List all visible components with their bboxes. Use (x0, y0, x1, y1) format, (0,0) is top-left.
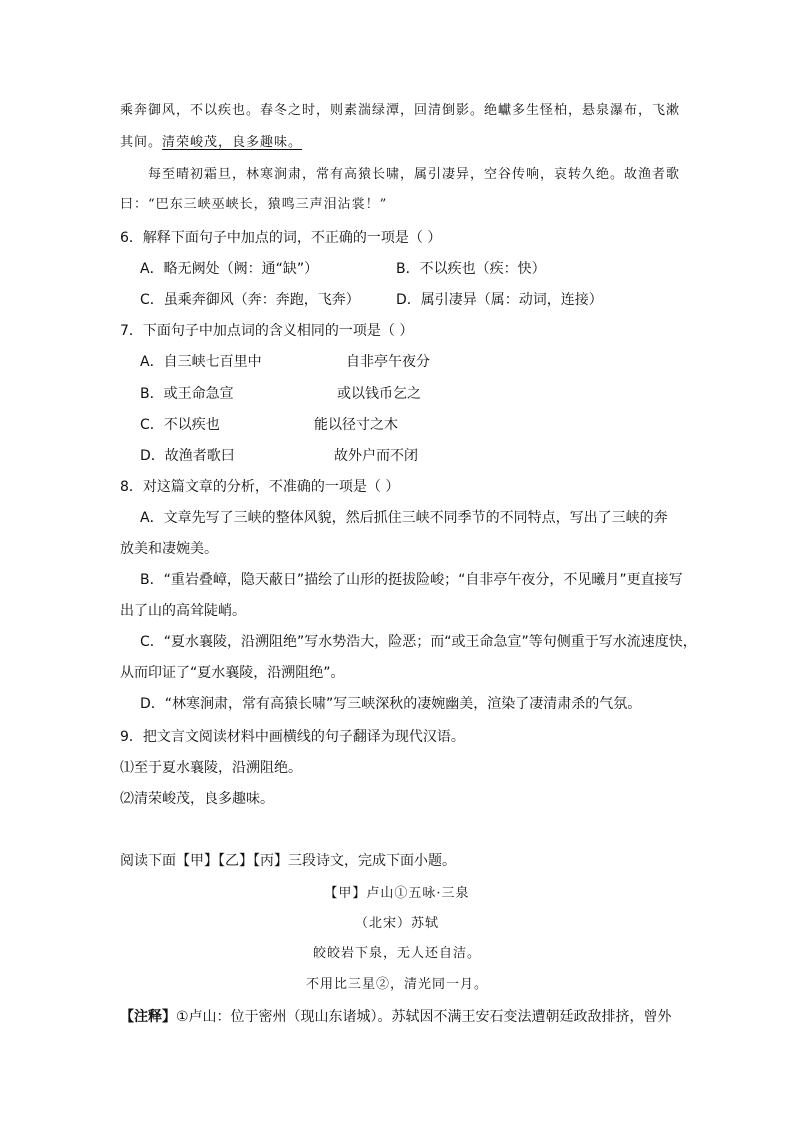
question-7-option-b-left: B．或王命急宣 (140, 386, 234, 402)
question-7-stem: 7．下面句子中加点词的含义相同的一项是（ ） (120, 323, 414, 339)
question-6-option-d: D．属引凄异（属：动词，连接） (396, 292, 603, 308)
question-8-option-c-line-1: C．“夏水襄陵，沿溯阻绝”写水势浩大，险恶；而“或王命急宣”等句侧重于写水流速度快， (140, 634, 697, 650)
question-7-option-c-right: 能以径寸之木 (314, 417, 398, 433)
passage-line-3: 每至晴初霜旦，林寒涧肃，常有高猿长啸，属引凄异，空谷传响，哀转久绝。故渔者歌 (148, 167, 681, 182)
poem-author: （北宋）苏轼 (354, 916, 439, 931)
question-7-option-d-left: D．故渔者歌曰 (140, 448, 235, 464)
poem-verse-1: 皎皎岩下泉，无人还自洁。 (312, 946, 481, 961)
passage-line-2 (120, 133, 302, 153)
question-6-stem: 6．解释下面句子中加点的词，不正确的一项是（ ） (120, 230, 442, 246)
question-7-option-c-left: C．不以疾也 (140, 417, 220, 433)
question-8-stem: 8．对这篇文章的分析，不准确的一项是（ ） (120, 479, 400, 495)
annotation-label: 【注释】 (120, 1009, 176, 1025)
question-6-option-c: C．虽乘奔御风（奔：奔跑，飞奔） (140, 292, 360, 308)
passage-line-1: 乘奔御风，不以疾也。春冬之时，则素湍绿潭，回清倒影。绝巘多生怪柏，悬泉瀑布，飞漱 (120, 103, 681, 118)
question-8-option-c-line-2: 从而印证了“夏水襄陵，沿溯阻绝”。 (120, 665, 345, 681)
question-7-option-a-left: A．自三峡七百里中 (140, 354, 262, 370)
annotation-text: ①卢山：位于密州（现山东诸城）。苏轼因不满王安石变法遭朝廷政敌排挤，曾外 (176, 1009, 672, 1025)
question-9-stem: 9．把文言文阅读材料中画横线的句子翻译为现代汉语。 (120, 729, 465, 745)
question-6-option-a: A．略无阙处（阙：通“缺”） (140, 261, 319, 277)
section-intro: 阅读下面【甲】【乙】【丙】三段诗文，完成下面小题。 (120, 853, 456, 869)
poem-verse-2: 不用比三星②，清光同一月。 (305, 977, 488, 992)
question-9-sentence-2: ⑵清荣峻茂，良多趣味。 (120, 791, 274, 807)
question-8-option-b-line-2: 出了山的高耸陡峭。 (120, 603, 246, 619)
question-7-option-a-right: 自非亭午夜分 (346, 354, 430, 370)
question-7-option-b-right: 或以钱币乞之 (337, 386, 421, 402)
question-8-option-d-line-1: D．“林寒涧肃，常有高猿长啸”写三峡深秋的凄婉幽美，渲染了凄清肃杀的气氛。 (140, 696, 642, 712)
passage-line-4: 曰：“巴东三峡巫峡长，猿鸣三声泪沾裳！” (120, 197, 388, 212)
passage-line-2-plain: 其间。 (120, 135, 163, 150)
question-8-option-a-line-1: A．文章先写了三峡的整体风貌，然后抓住三峡不同季节的不同特点，写出了三峡的奔 (140, 510, 668, 526)
question-9-sentence-1: ⑴至于夏水襄陵，沿溯阻绝。 (120, 760, 302, 776)
underlined-sentence: 清荣峻茂，良多趣味。 (162, 135, 303, 150)
poem-title: 【甲】卢山①五咏·三泉 (324, 886, 470, 901)
question-6-option-b: B．不以疾也（疾：快） (396, 261, 546, 277)
question-7-option-d-right: 故外户而不闭 (334, 448, 418, 464)
question-8-option-a-line-2: 放美和凄婉美。 (120, 541, 218, 557)
annotation-line (120, 1007, 672, 1027)
question-8-option-b-line-1: B．“重岩叠嶂，隐天蔽日”描绘了山形的挺拔险峻；“自非亭午夜分，不见曦月”更直接写 (140, 572, 683, 588)
